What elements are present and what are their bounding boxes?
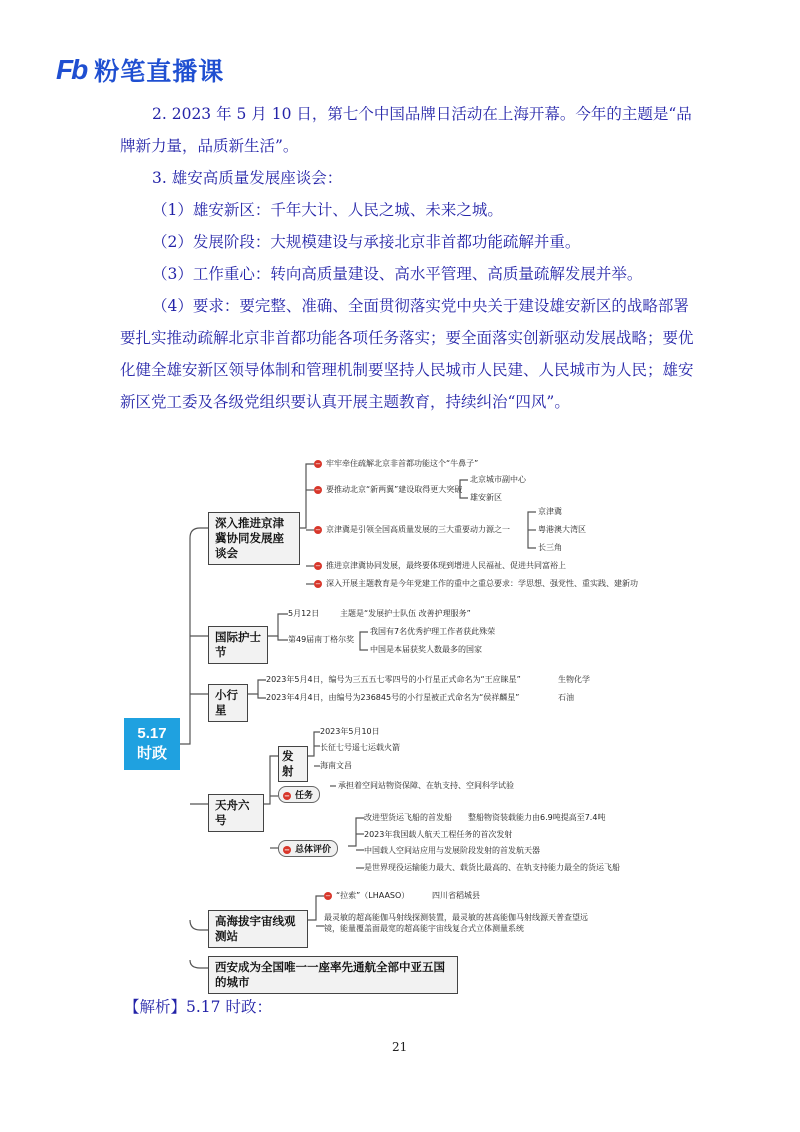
leaf-nurses-theme: 主题是“发展护士队伍 改善护理服务” [340,609,471,618]
paragraph-brand-day: 2. 2023 年 5 月 10 日，第七个中国品牌日活动在上海开幕。今年的主题是“品牌新力量，品质新生活”。 [120,105,692,155]
node-asteroids: 小行星 [208,684,248,722]
red-dot-icon: − [315,579,321,588]
leaf-launch-rocket: 长征七号遥七运载火箭 [320,743,400,752]
paragraph-xiongan-3: （3）工作重心：转向高质量建设、高水平管理、高质量疏解发展并举。 [152,265,643,283]
leaf-source-2: 粤港澳大湾区 [538,525,586,534]
red-dot-icon: − [284,791,290,800]
leaf-eval-1: 改进型货运飞船的首发船 [364,813,452,822]
leaf-lhaaso-place: 四川省稻城县 [432,891,480,900]
logo-mark: Fb [56,54,87,85]
leaf-two-wings-1: 北京城市副中心 [470,475,526,484]
node-launch: 发射 [278,746,308,782]
red-dot-icon: − [315,525,321,534]
brand-logo [56,52,224,88]
leaf-nurses-award-2: 中国是本届获奖人数最多的国家 [370,645,482,654]
leaf-jjj-4: − 推进京津冀协同发展，最终要体现到增进人民福祉、促进共同富裕上 [315,561,566,570]
paragraph-xiongan-4: （4）要求：要完整、准确、全面贯彻落实党中央关于建设雄安新区的战略部署要扎实推动疏解北京非首都功能各项任务落实；要全面落实创新驱动发展战略；要优化健全雄安新区领导体制和管理机制要坚持人民城市人民建、人民城市为人民；雄安新区党工委及各级党组织要认真开展主题教育，持续纠治“四风”。 [120,297,694,411]
node-task: − 任务 [278,786,320,803]
leaf-asteroid-1: 2023年5月4日，编号为三五五七零四号的小行星正式命名为“王应睐星” [266,675,521,684]
analysis-heading: 【解析】5.17 时政： [124,998,272,1016]
leaf-asteroid-field-2: 石油 [558,693,574,702]
leaf-jjj-2: − 要推动北京“新两翼”建设取得更大突破 [315,485,463,494]
paragraph-xiongan-2: （2）发展阶段：大规模建设与承接北京非首都功能疏解并重。 [152,233,581,251]
leaf-two-wings-2: 雄安新区 [470,493,502,502]
leaf-launch-site: 海南文昌 [320,761,352,770]
node-xian: 西安成为全国唯一一座率先通航全部中亚五国的城市 [208,956,458,994]
mindmap-root: 5.17 时政 [124,718,180,770]
red-dot-icon: − [315,485,321,494]
leaf-eval-3: 2023年我国载人航天工程任务的首次发射 [364,830,513,839]
logo-text: 粉笔直播课 [94,57,225,86]
leaf-jjj-5: − 深入开展主题教育是今年党建工作的重中之重 [315,579,486,588]
body-text [120,98,700,418]
leaf-lhaaso-name: − “拉索”（LHAASO） [325,891,410,900]
leaf-nurses-award: 第49届南丁格尔奖 [288,635,355,644]
leaf-lhaaso-desc: 最灵敏的超高能伽马射线探测装置，最灵敏的甚高能伽马射线源天普查望远镜，能量覆盖面最宽的超高能宇宙线复合式立体测量系统 [324,913,588,933]
leaf-asteroid-field-1: 生物化学 [558,675,590,684]
red-dot-icon: − [325,891,331,900]
node-tianzhou: 天舟六号 [208,794,264,832]
red-dot-icon: − [284,845,290,854]
mindmap-connectors [120,440,620,985]
leaf-task: 承担着空间站物资保障、在轨支持、空间科学试验 [338,781,514,790]
leaf-jjj-6: 总要求：学思想、强党性、重实践、建新功 [486,579,638,588]
node-lhaaso: 高海拔宇宙线观测站 [208,910,308,948]
paragraph-xiongan-heading: 3. 雄安高质量发展座谈会： [152,169,343,187]
mindmap [120,440,638,989]
paragraph-xiongan-1: （1）雄安新区：千年大计、人民之城、未来之城。 [152,201,503,219]
leaf-asteroid-2: 2023年4月4日，由编号为236845号的小行星被正式命名为“侯祥麟星” [266,693,520,702]
node-evaluation: − 总体评价 [278,840,338,857]
leaf-eval-4: 中国载人空间站应用与发展阶段发射的首发航天器 [364,846,540,855]
leaf-source-1: 京津冀 [538,507,562,516]
red-dot-icon: − [315,561,321,570]
page-number: 21 [392,1040,408,1054]
leaf-nurses-award-1: 我国有7名优秀护理工作者获此殊荣 [370,627,496,636]
node-jingjinji: 深入推进京津冀协同发展座谈会 [208,512,300,565]
leaf-source-3: 长三角 [538,543,562,552]
leaf-nurses-date: 5月12日 [288,609,320,618]
leaf-jjj-1: − 牢牢牵住疏解北京非首都功能这个“牛鼻子” [315,459,479,468]
leaf-eval-2: 整船物资装载能力由6.9吨提高至7.4吨 [468,813,606,822]
leaf-jjj-3: − 京津冀是引领全国高质量发展的三大重要动力源之一 [315,525,510,534]
leaf-launch-date: 2023年5月10日 [320,727,380,736]
red-dot-icon: − [315,459,321,468]
leaf-eval-5: 是世界现役运输能力最大、载货比最高的、在轨支持能力最全的货运飞船 [364,863,620,872]
node-nurses-day: 国际护士节 [208,626,268,664]
